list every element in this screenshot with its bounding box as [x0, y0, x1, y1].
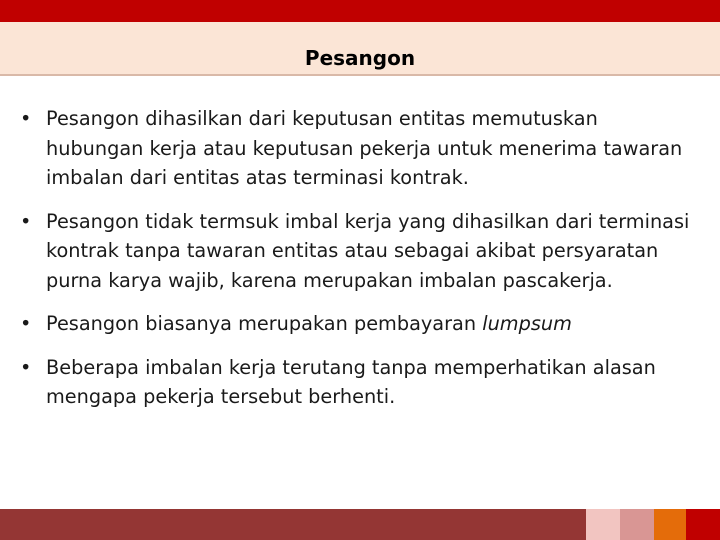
bullet-text: Pesangon dihasilkan dari keputusan entitas memutuskan hubungan kerja atau keputusan pekerja untuk menerima tawaran imbalan dari entitas atas terminasi kontrak. [46, 107, 683, 189]
top-red-bar [0, 0, 720, 22]
bullet-dot-icon: • [20, 355, 32, 379]
bullet-list [20, 104, 700, 426]
footer-accent-block [686, 509, 720, 540]
footer-bar [0, 509, 720, 540]
footer-accent-block [654, 509, 686, 540]
bullet-item [20, 104, 700, 193]
bullet-item [20, 353, 700, 412]
bullet-dot-icon: • [20, 312, 32, 335]
bullet-dot-icon: • [20, 209, 32, 233]
bullet-text: Pesangon biasanya merupakan pembayaran [46, 312, 483, 335]
bullet-item [20, 309, 700, 339]
footer-accent-block [620, 509, 654, 540]
bullet-dot-icon: • [20, 107, 32, 130]
slide-title: Pesangon [304, 46, 416, 70]
bullet-text: Pesangon tidak termsuk imbal kerja yang dihasilkan dari terminasi kontrak tanpa tawaran entitas atau sebagai akibat persyaratan purna karya wajib, karena merupakan imbalan pascakerja. [46, 209, 690, 292]
bullet-text: Beberapa imbalan kerja terutang tanpa memperhatikan alasan mengapa pekerja tersebut berhenti. [46, 355, 656, 408]
footer-accent-block [586, 509, 620, 540]
bullet-italic-term: lumpsum [482, 312, 572, 335]
footer-main-block [0, 509, 586, 540]
bullet-item [20, 207, 700, 296]
